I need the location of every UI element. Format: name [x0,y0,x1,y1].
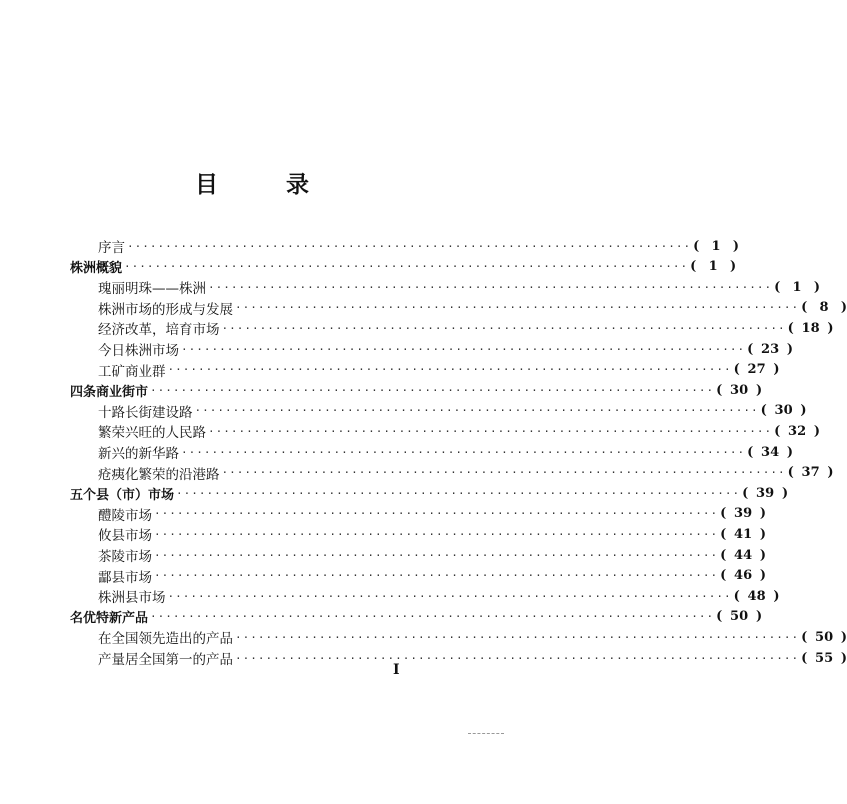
toc-entry-label: 茶陵市场 [98,549,152,565]
toc-page-number: ( 1 ) [690,259,737,275]
page-title: 目 录 [194,171,339,198]
toc-entry [70,257,737,277]
toc-entry [98,236,740,256]
dot-leader: ·········································································· [127,239,692,253]
toc-page-number: ( 34 ) [747,444,794,460]
toc-page-number: ( 50 ) [801,629,847,645]
toc-entry-label: 新兴的新华路 [98,446,179,462]
toc-entry-label: 疮痍化繁荣的沿港路 [98,466,220,483]
toc-entry-label: 攸县市场 [98,528,152,545]
dot-leader: ·········································································· [154,527,719,541]
toc-entry-label: 十路长街建设路 [98,404,193,421]
toc-entry-label: 株洲概貌 [70,261,123,277]
dot-leader: ·········································································· [221,466,786,480]
toc-entry-label: 五个县（市）市场 [70,487,175,503]
toc-entry-label: 经济改革，培育市场 [98,322,220,339]
toc-entry [98,277,821,298]
toc-entry [98,360,780,380]
toc-entry [98,566,767,586]
toc-entry-label: 工矿商业群 [98,363,166,380]
toc-page-number: ( 46 ) [720,568,767,584]
scan-edge-mark [468,733,504,734]
toc-entry [98,648,847,668]
toc-page-number: ( 39 ) [742,485,789,501]
toc-page-number: ( 23 ) [747,341,794,357]
toc-entry-label: 株洲县市场 [98,590,166,607]
toc-page-number: ( 30 ) [760,403,807,419]
dot-leader: ·········································································· [235,301,800,315]
dot-leader: ·········································································· [208,280,773,294]
toc-page-number: ( 44 ) [720,547,767,563]
toc-entry-label: 今日株洲市场 [98,343,179,359]
toc-entry [98,463,834,483]
toc-entry [98,524,767,545]
dot-leader: ·········································································· [154,569,719,583]
dot-leader: ·········································································· [150,610,715,624]
toc-page-number: ( 50 ) [716,609,763,625]
toc-entry-label: 醴陵市场 [98,507,152,524]
dot-leader: ·········································································· [208,424,773,438]
toc-page-number: ( 32 ) [774,423,821,439]
toc-entry [70,380,763,400]
dot-leader: ·········································································· [150,383,715,397]
toc-entry-label: 序言 [98,240,125,256]
toc-entry [98,339,794,359]
toc-entry [70,607,763,627]
toc-page-number: ( 27 ) [733,362,780,378]
dot-leader: ·········································································· [221,321,786,335]
dot-leader: ·········································································· [235,630,800,644]
dot-leader: ·········································································· [176,486,741,500]
toc-page-number: ( 1 ) [693,238,740,254]
page-folio: I [393,662,400,678]
dot-leader: ·········································································· [181,342,746,356]
dot-leader: ·········································································· [167,589,732,603]
toc-entry [98,318,834,339]
toc-entry-label: 繁荣兴旺的人民路 [98,425,206,442]
toc-page-number: ( 55 ) [801,650,847,666]
toc-entry [98,545,767,565]
toc-page-number: ( 8 ) [801,300,847,316]
toc-entry-label: 瑰丽明珠——株洲 [98,281,206,298]
dot-leader: ·········································································· [154,548,719,562]
toc-entry [98,421,821,442]
toc-entry-label: 四条商业街市 [70,384,149,400]
toc-entry [98,298,847,318]
toc-entry-label: 产量居全国第一的产品 [98,652,233,668]
dot-leader: ·········································································· [181,445,746,459]
toc-page-number: ( 30 ) [716,382,763,398]
dot-leader: ·········································································· [167,363,732,377]
toc-page-number: ( 39 ) [720,506,767,522]
toc-entry-label: 株洲市场的形成与发展 [98,301,233,318]
toc-page-number: ( 48 ) [733,588,780,604]
toc-entry [98,442,794,462]
toc-entry [98,627,847,648]
dot-leader: ·········································································· [194,404,759,418]
toc-page-number: ( 18 ) [787,320,834,336]
toc-entry [98,586,780,607]
dot-leader: ·········································································· [124,260,689,274]
toc-page-number: ( 41 ) [720,526,767,542]
toc-entry-label: 酃县市场 [98,569,152,586]
toc-entry-label: 在全国领先造出的产品 [98,631,233,648]
toc-page-number: ( 1 ) [774,279,821,295]
toc-entry [98,504,767,524]
toc-entry [70,483,789,503]
toc-entry-label: 名优特新产品 [70,611,149,627]
toc-entry [98,401,807,421]
dot-leader: ·········································································· [154,507,719,521]
toc-page-number: ( 37 ) [787,465,834,481]
dot-leader: ·········································································· [235,651,800,665]
